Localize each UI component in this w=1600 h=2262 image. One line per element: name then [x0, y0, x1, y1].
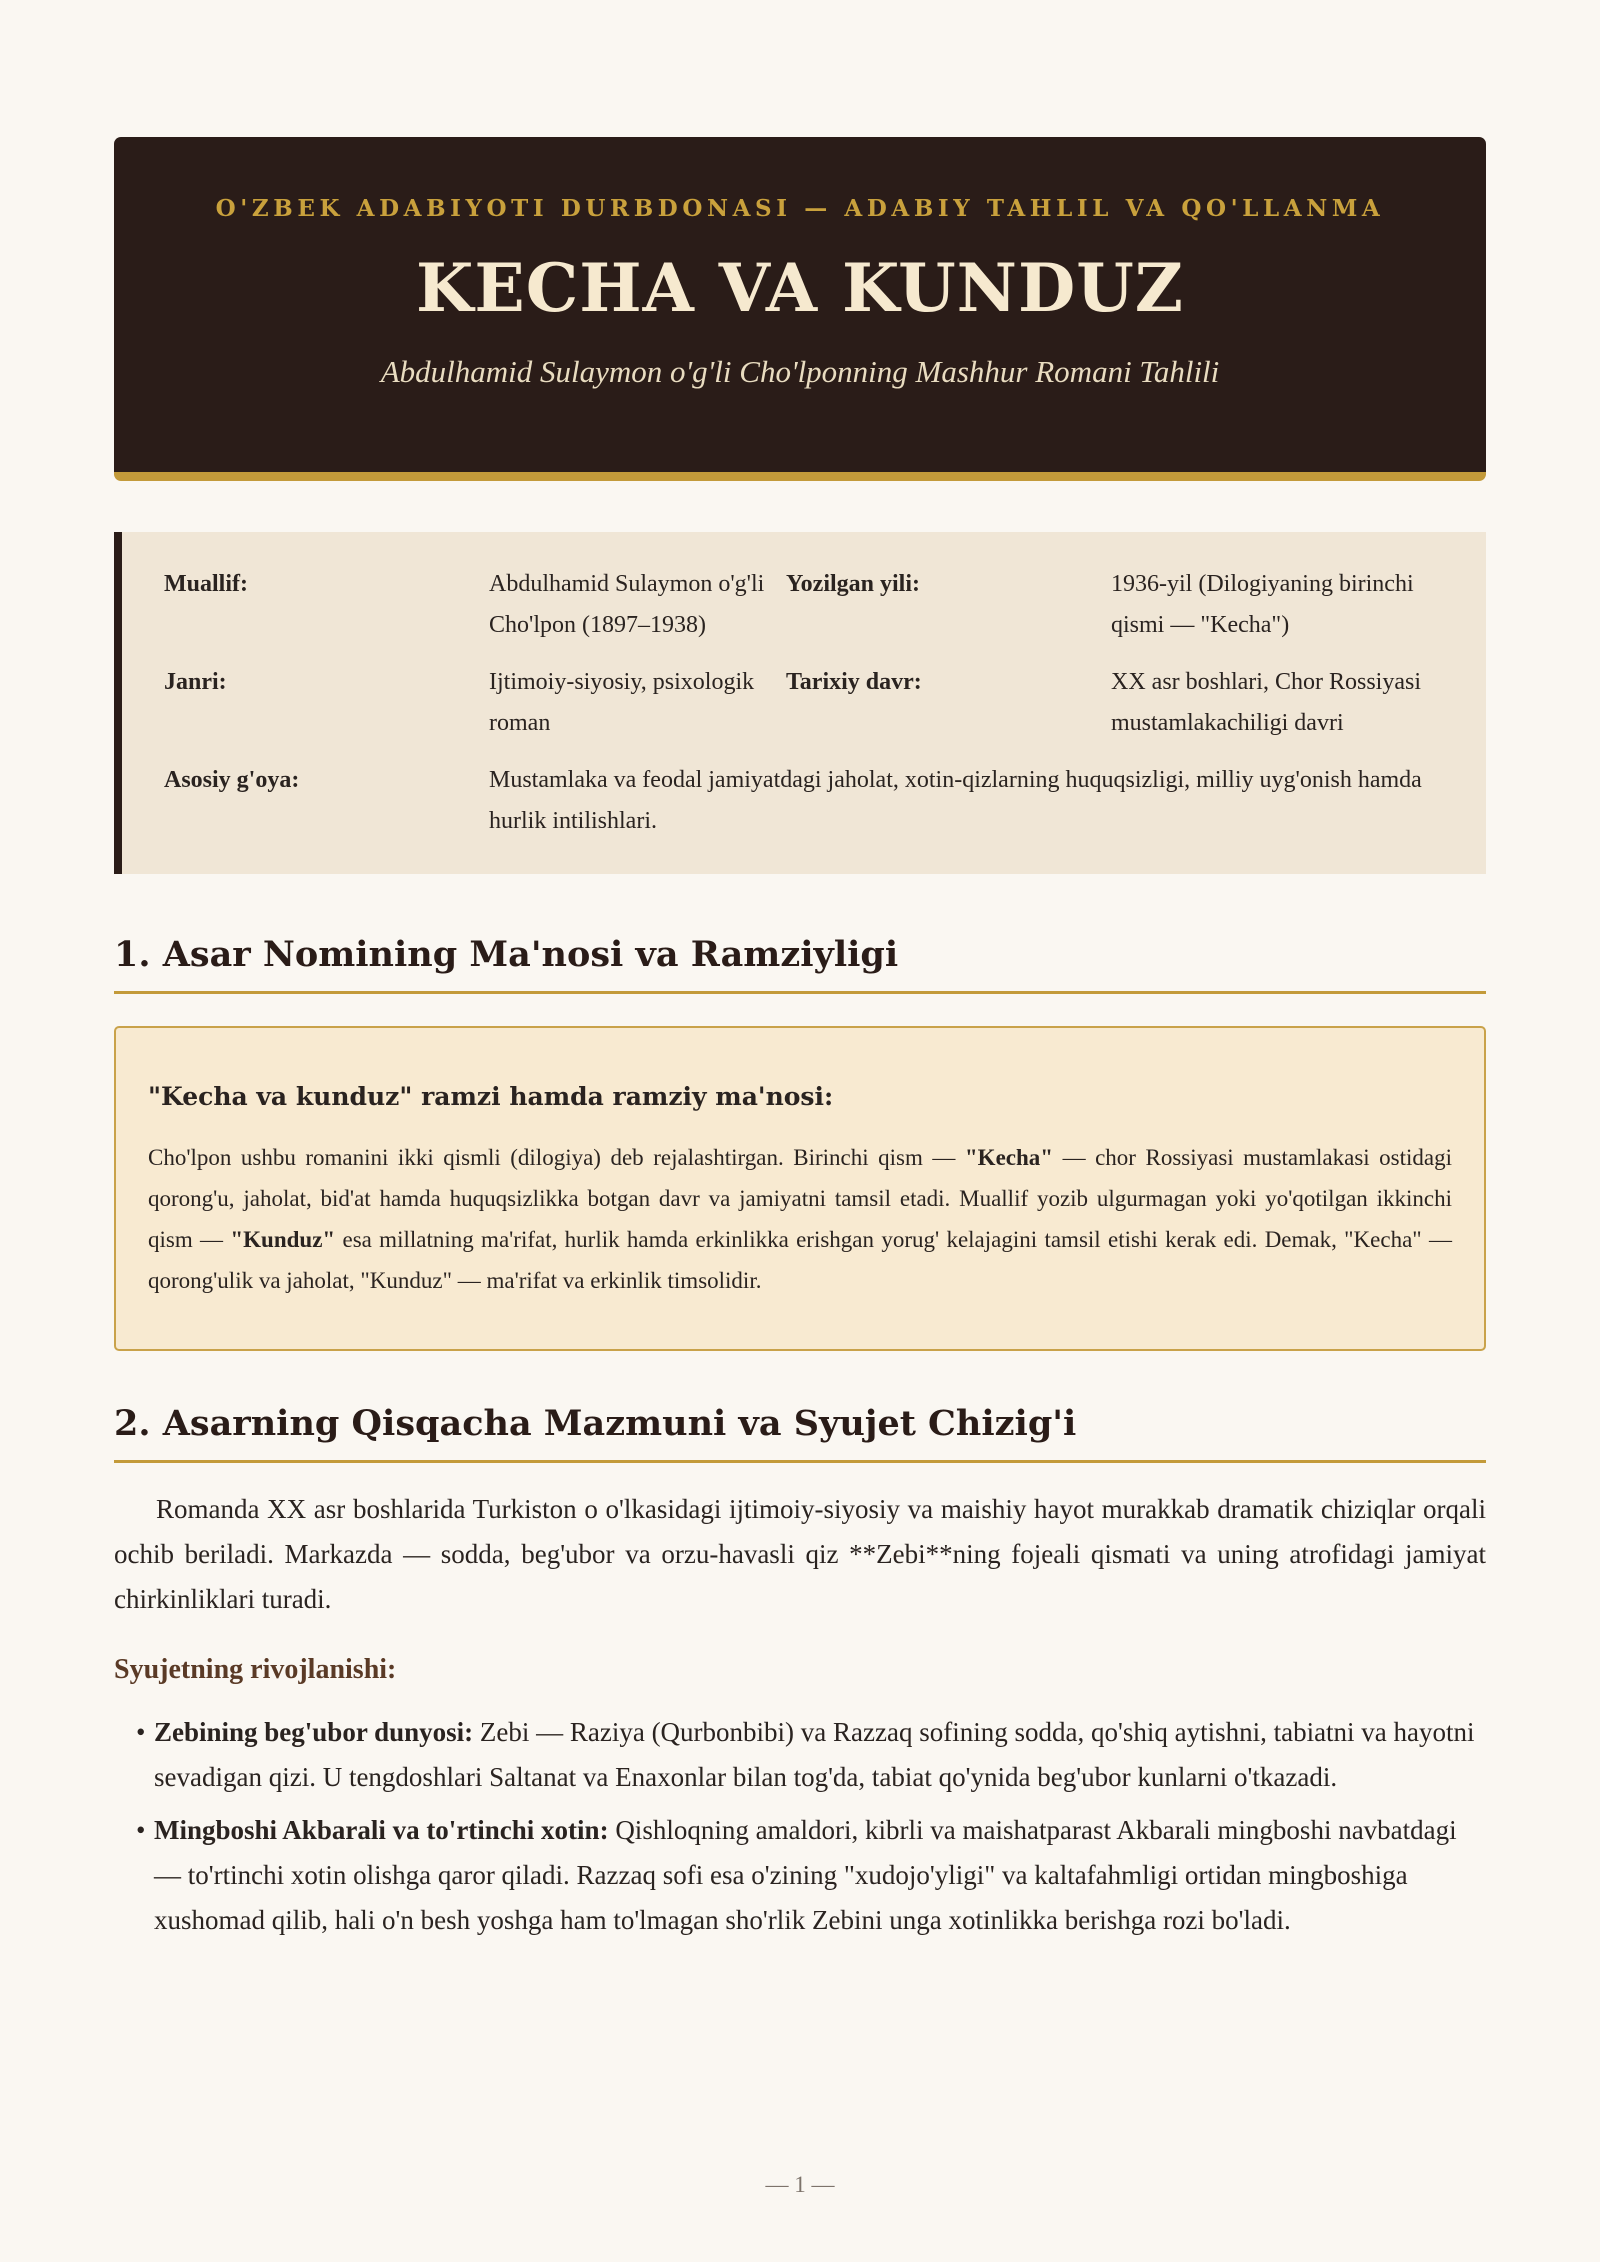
series-kicker: O'ZBEK ADABIYOTI DURBDONASI — ADABIY TAHLIL VA QO'LLANMA [215, 195, 1385, 222]
year-label: Yozilgan yili: [786, 571, 921, 597]
list-item [136, 1808, 1486, 1943]
callout-paragraph [148, 1137, 1452, 1301]
summary-paragraph: Romanda XX asr boshlarida Turkiston o o'lkasidagi ijtimoiy-siyosiy va maishiy hayot murakkab dramatik chiziqlar orqali ochib beriladi. Markazda — sodda, beg'ubor va orzu-havasli qiz **Zebi**ning fojeali qismati va uning atrofidagi jamiyat chirkinliklari turadi. [114, 1494, 1486, 1614]
plot-subheading: Syujetning rivojlanishi: [114, 1654, 397, 1685]
document-page [114, 137, 1486, 1951]
title-banner [114, 137, 1486, 481]
idea-label: Asosiy g'oya: [164, 767, 300, 793]
callout-text-c: — chor Rossiyasi mustamlakasi ostidagi qorong'u, jaholat, bid'at hamda huquqsizlikka botgan davr va jamiyatni tamsil etadi. Muallif yozib ulgurmagan yoki yo'qotilgan ikkinchi qism — [148, 1145, 1453, 1252]
author-label: Muallif: [164, 571, 248, 597]
section-2-heading: 2. Asarning Qisqacha Mazmuni va Syujet Chizig'i [114, 1403, 1486, 1463]
callout-term-kecha: "Kecha" [964, 1145, 1054, 1170]
list-item-title: Zebining beg'ubor dunyosi: [154, 1717, 474, 1747]
list-item [136, 1710, 1486, 1800]
page-subtitle: Abdulhamid Sulaymon o'g'li Cho'lponning Mashhur Romani Tahlili [380, 354, 1220, 389]
genre-label: Janri: [164, 669, 227, 695]
book-info-box [114, 532, 1486, 874]
genre-value: Ijtimoiy-siyosiy, psixologik roman [489, 669, 755, 736]
bullet-glyph: • [136, 1717, 146, 1747]
idea-value: Mustamlaka va feodal jamiyatdagi jaholat, xotin-qizlarning huquqsizligi, milliy uyg'onish hamda hurlik intilishlari. [489, 767, 1422, 834]
bullet-glyph: • [136, 1815, 146, 1845]
list-item-text: Zebi — Raziya (Qurbonbibi) va Razzaq sofining sodda, qo'shiq aytishni, tabiatni va hayotni sevadigan qizi. U tengdoshlari Saltanat va Enaxonlar bilan tog'da, tabiat qo'ynida beg'ubor kunlarni o'tkazadi. [154, 1717, 1475, 1792]
page-number: — 1 — [765, 2172, 835, 2197]
page-title: KECHA VA KUNDUZ [416, 249, 1184, 327]
list-item-text: Qishloqning amaldori, kibrli va maishatparast Akbarali mingboshi navbatdagi — to'rtinchi xotin olishga qaror qiladi. Razzaq sofi esa o'zining "xudojo'yligi" va kaltafahmligi ortidan mingboshiga xushomad qilib, hali o'n besh yoshga ham to'lmagan sho'rlik Zebini unga xotinlikka berishga rozi bo'ladi. [154, 1815, 1457, 1935]
year-value: 1936-yil (Dilogiyaning birinchi qismi — "Kecha") [1111, 571, 1414, 638]
symbolism-callout [114, 1026, 1486, 1351]
callout-term-kunduz: "Kunduz" [230, 1227, 336, 1252]
list-item-title: Mingboshi Akbarali va to'rtinchi xotin: [154, 1815, 609, 1845]
section-1-heading: 1. Asar Nomining Ma'nosi va Ramziyligi [114, 934, 1486, 994]
author-value: Abdulhamid Sulaymon o'g'li Cho'lpon (1897–1938) [489, 571, 765, 638]
callout-text-e: esa millatning ma'rifat, hurlik hamda erkinlikka erishgan yorug' kelajagini tamsil etishi kerak edi. Demak, "Kecha" — qorong'ulik va jaholat, "Kunduz" — ma'rifat va erkinlik timsolidir. [148, 1227, 1452, 1293]
callout-title: "Kecha va kunduz" ramzi hamda ramziy ma'nosi: [148, 1082, 834, 1111]
plot-list [114, 1710, 1486, 1943]
period-label: Tarixiy davr: [786, 669, 922, 695]
period-value: XX asr boshlari, Chor Rossiyasi mustamlakachiligi davri [1111, 669, 1421, 736]
callout-text-a: Cho'lpon ushbu romanini ikki qismli (dilogiya) deb rejalashtirgan. Birinchi qism — [148, 1145, 965, 1170]
